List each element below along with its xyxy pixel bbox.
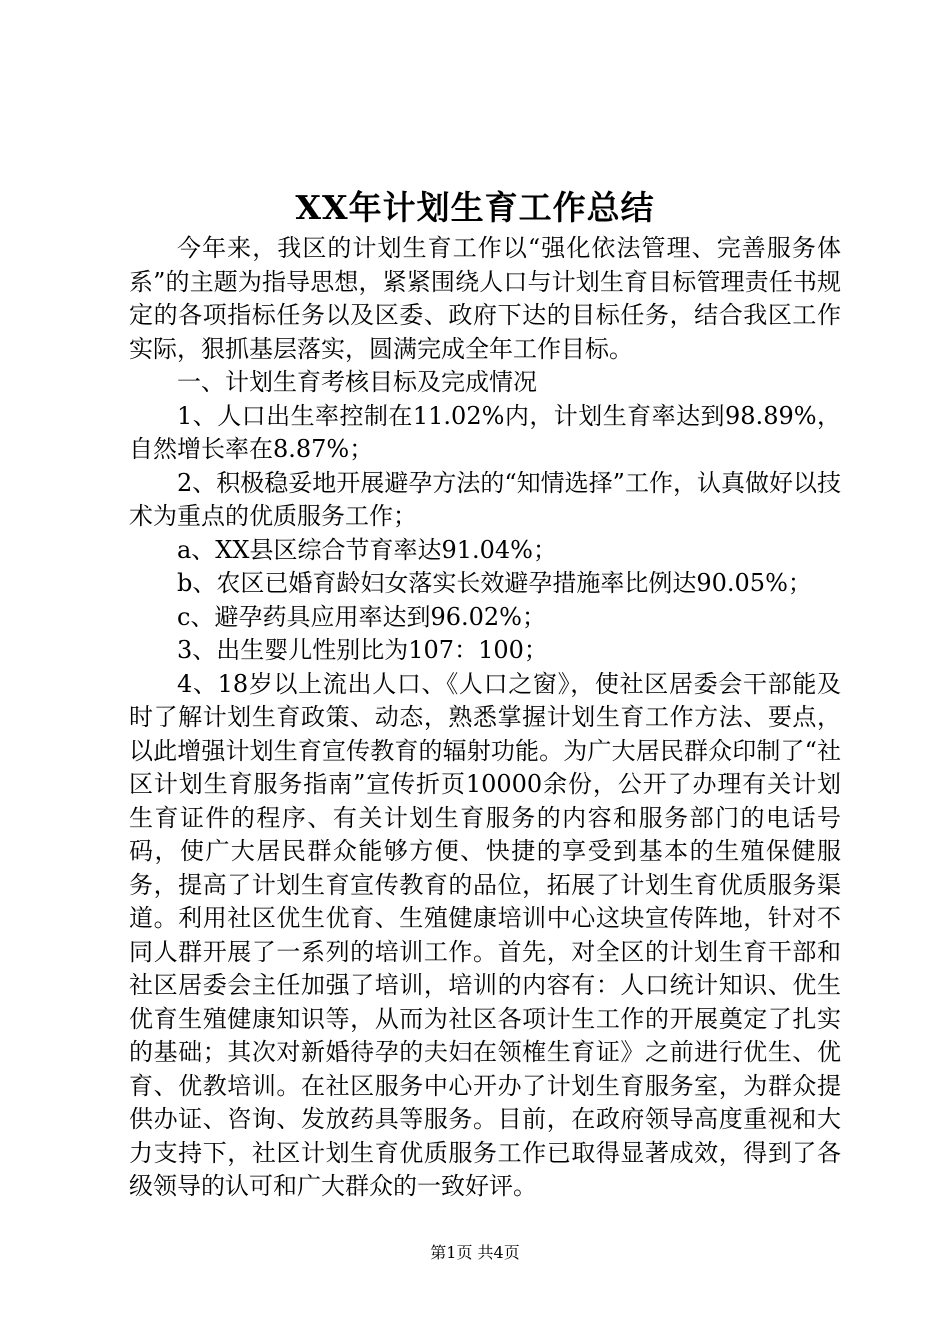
list-item: 1、人口出生率控制在11.02%内，计划生育率达到98.89%，自然增长率在8.87%； bbox=[129, 401, 841, 463]
document-body bbox=[129, 232, 841, 1204]
document-title: XX年计划生育工作总结 bbox=[295, 188, 655, 227]
list-item: a、XX县区综合节育率达91.04%； bbox=[177, 535, 557, 564]
list-item: 3、出生婴儿性别比为107：100； bbox=[177, 636, 548, 664]
list-item: c、避孕药具应用率达到96.02%； bbox=[177, 602, 546, 631]
list-item: 2、积极稳妥地开展避孕方法的“知情选择”工作，认真做好以技术为重点的优质服务工作； bbox=[129, 468, 841, 530]
section-heading: 一、计划生育考核目标及完成情况 bbox=[177, 368, 537, 396]
page-number-footer: 第1页 共4页 bbox=[430, 1243, 520, 1262]
list-item: b、农区已婚育龄妇女落实长效避孕措施率比例达90.05%； bbox=[177, 569, 812, 597]
intro-paragraph: 今年来，我区的计划生育工作以“强化依法管理、完善服务体系”的主题为指导思想，紧紧围绕人口与计划生育目标管理责任书规定的各项指标任务以及区委、政府下达的目标任务，结合我区工作实际，狠抓基层落实，圆满完成全年工作目标。 bbox=[129, 234, 841, 363]
body-paragraph: 4、18岁以上流出人口、《人口之窗》，使社区居委会干部能及时了解计划生育政策、动态，熟悉掌握计划生育工作方法、要点，以此增强计划生育宣传教育的辐射功能。为广大居民群众印制了“社区计划生育服务指南”宣传折页10000余份，公开了办理有关计划生育证件的程序、有关计划生育服务的内容和服务部门的电话号码，使广大居民群众能够方便、快捷的享受到基本的生殖保健服务，提高了计划生育宣传教育的品位，拓展了计划生育优质服务渠道。利用社区优生优育、生殖健康培训中心这块宣传阵地，针对不同人群开展了一系列的培训工作。首先，对全区的计划生育干部和社区居委会主任加强了培训，培训的内容有：人口统计知识、优生优育生殖健康知识等，从而为社区各项计生工作的开展奠定了扎实的基础；其次对新婚待孕的夫妇在领榷生育证》之前进行优生、优育、优教培训。在社区服务中心开办了计划生育服务室，为群众提供办证、咨询、发放药具等服务。目前，在政府领导高度重视和大力支持下，社区计划生育优质服务工作已取得显著成效，得到了各级领导的认可和广大群众的一致好评。 bbox=[129, 669, 841, 1200]
